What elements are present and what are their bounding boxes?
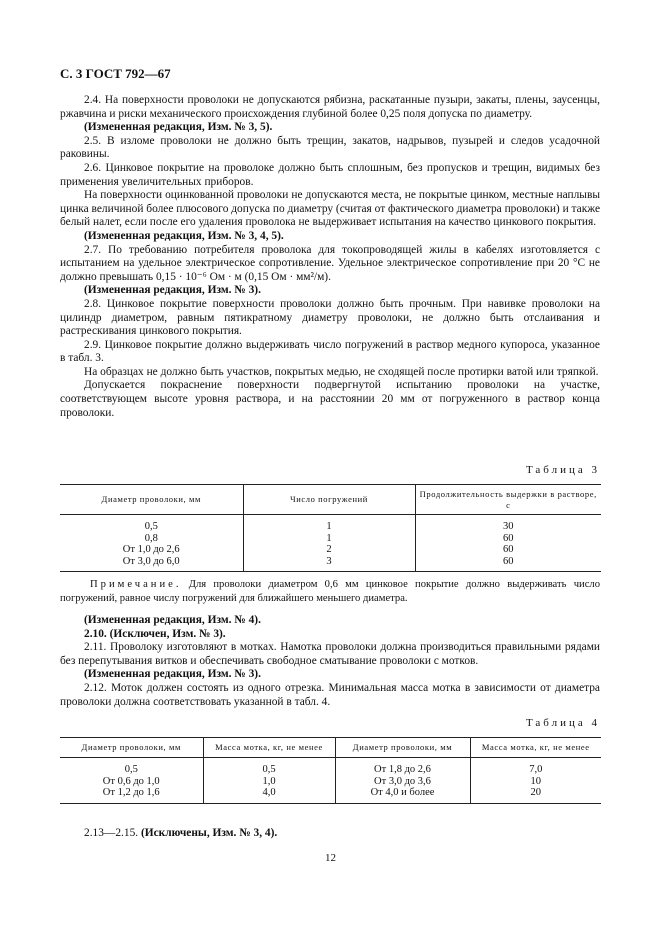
table-4-caption: Таблица 4 <box>525 717 600 729</box>
table-row <box>60 533 601 545</box>
final-prefix: 2.13—2.15. <box>84 827 141 839</box>
table-cell: От 3,0 до 3,6 <box>335 776 470 788</box>
table-header-cell: Диаметр проволоки, мм <box>60 738 203 758</box>
table-cell: 1 <box>243 515 415 533</box>
body-text-2 <box>60 614 600 709</box>
paragraph-2-6: 2.6. Цинковое покрытие на проволоке должно быть сплошным, без пропусков и трещин, видимых без применения увеличительных приборов. <box>60 161 600 188</box>
paragraph-2-9-cont2: Допускается покраснение поверхности подвергнутой испытанию проволоки на участке, соответствующем высоте уровня раствора, и на расстоянии 20 мм от погруженного в раствор конца проволоки. <box>60 379 600 419</box>
table-cell: От 3,0 до 6,0 <box>60 556 243 572</box>
table-cell: От 1,8 до 2,6 <box>335 758 470 776</box>
paragraph-2-10: 2.10. (Исключен, Изм. № 3). <box>84 627 226 640</box>
table-header-cell: Продолжительность выдержки в растворе, с <box>415 485 601 515</box>
paragraph-2-4: 2.4. На поверхности проволоки не допускаются рябизна, раскатанные пузыри, закаты, плены, заусенцы, ржавчина и риски механического происхождения глубиной более 0,25 поля допуска по диаметру. <box>60 94 600 120</box>
table-cell: 3 <box>243 556 415 572</box>
table-cell: 0,5 <box>144 521 158 532</box>
paragraph-2-12: 2.12. Моток должен состоять из одного отрезка. Минимальная масса мотка в зависимости от диаметра проволоки должна соответствовать указанной в табл. 4. <box>60 681 600 708</box>
amendment-note: (Измененная редакция, Изм. № 3). <box>84 668 261 681</box>
paragraph-2-9-cont: На образцах не должно быть участков, покрытых медью, не сходящей после протирки ватой или тряпкой. <box>84 365 599 378</box>
table-row <box>60 544 601 556</box>
table-header-cell: Диаметр проволоки, мм <box>60 485 243 515</box>
body-text <box>60 94 600 420</box>
note-label: Примечание. <box>90 579 182 590</box>
paragraph-2-6-cont: На поверхности оцинкованной проволоки не допускаются места, не покрытые цинком, местные наплывы цинка величиной более плюсового допуска по диаметру (считая от фактического диаметра проволоки) и также белый налет, если после его удаления проволока не выдерживает испытания на качество цинкового покрытия. <box>60 189 600 229</box>
table-3 <box>60 484 601 572</box>
table-cell: От 4,0 и более <box>335 787 470 803</box>
table-3-note <box>60 578 600 605</box>
table-cell: 1 <box>243 533 415 545</box>
paragraph-2-7: 2.7. По требованию потребителя проволока для токопроводящей жилы в кабелях изготовляется с испытанием на удельное электрическое сопротивление. Удельное электрическое сопротивление при 20 °С не должно превышать 0,15 · 10⁻⁶ Ом · м (0,15 Ом · мм²/м). <box>60 243 600 283</box>
paragraph-2-11: 2.11. Проволоку изготовляют в мотках. Намотка проволоки должна производиться правильными рядами без перепутывания витков и обеспечивать свободное сматывание проволоки с мотков. <box>60 641 600 667</box>
table-cell: 60 <box>415 556 601 572</box>
page-number: 12 <box>325 852 336 864</box>
table-cell: От 0,6 до 1,0 <box>102 775 160 787</box>
paragraph-2-8: 2.8. Цинковое покрытие поверхности проволоки должно быть прочным. При навивке проволоки на цилиндр диаметром, равным пятикратному диаметру проволоки, не должно быть отслаивания и растрескивания цинкового покрытия. <box>60 297 600 338</box>
table-cell: 4,0 <box>203 787 335 803</box>
table-cell: 60 <box>415 533 601 545</box>
amendment-note: (Измененная редакция, Изм. № 3). <box>84 284 261 297</box>
table-cell: От 1,2 до 1,6 <box>60 787 203 803</box>
table-cell: 20 <box>470 787 601 803</box>
paragraph-2-9: 2.9. Цинковое покрытие должно выдерживать число погружений в раствор медного купороса, указанное в табл. 3. <box>60 338 600 365</box>
table-cell: 7,0 <box>470 758 601 776</box>
table-header-cell: Число погружений <box>243 485 415 515</box>
table-header-cell: Диаметр проволоки, мм <box>335 738 470 758</box>
table-cell: 60 <box>415 544 601 556</box>
table-header-cell: Масса мотка, кг, не менее <box>470 738 601 758</box>
table-cell: 0,5 <box>203 758 335 776</box>
table-row <box>60 776 601 788</box>
table-cell: 2 <box>243 544 415 556</box>
paragraph-2-13-2-15 <box>84 827 277 839</box>
table-cell: 10 <box>470 776 601 788</box>
table-4 <box>60 737 601 804</box>
table-row <box>60 515 601 533</box>
table-cell: 1,0 <box>203 776 335 788</box>
table-cell: 0,5 <box>124 764 138 775</box>
amendment-note: (Измененная редакция, Изм. № 3, 4, 5). <box>84 229 284 242</box>
table-row <box>60 556 601 572</box>
table-header-cell: Масса мотка, кг, не менее <box>203 738 335 758</box>
table-row <box>60 758 601 776</box>
amendment-note: (Измененная редакция, Изм. № 3, 5). <box>84 121 273 134</box>
table-cell: 30 <box>415 515 601 533</box>
table-cell: От 1,0 до 2,6 <box>122 544 180 555</box>
page-header: С. 3 ГОСТ 792—67 <box>60 66 171 81</box>
table-cell: 0,8 <box>144 532 158 544</box>
amendment-note: (Измененная редакция, Изм. № 4). <box>84 614 261 626</box>
note-text: Для проволоки диаметром 0,6 мм цинковое покрытие должно выдерживать число погружений, равное числу погружений для ближайшего меньшего диаметра. <box>60 579 600 604</box>
table-3-caption: Таблица 3 <box>525 464 600 476</box>
paragraph-2-5: 2.5. В изломе проволоки не должно быть трещин, закатов, надрывов, пузырей и следов усадочной раковины. <box>60 134 600 161</box>
final-bold: (Исключены, Изм. № 3, 4). <box>140 827 278 839</box>
table-row <box>60 787 601 803</box>
